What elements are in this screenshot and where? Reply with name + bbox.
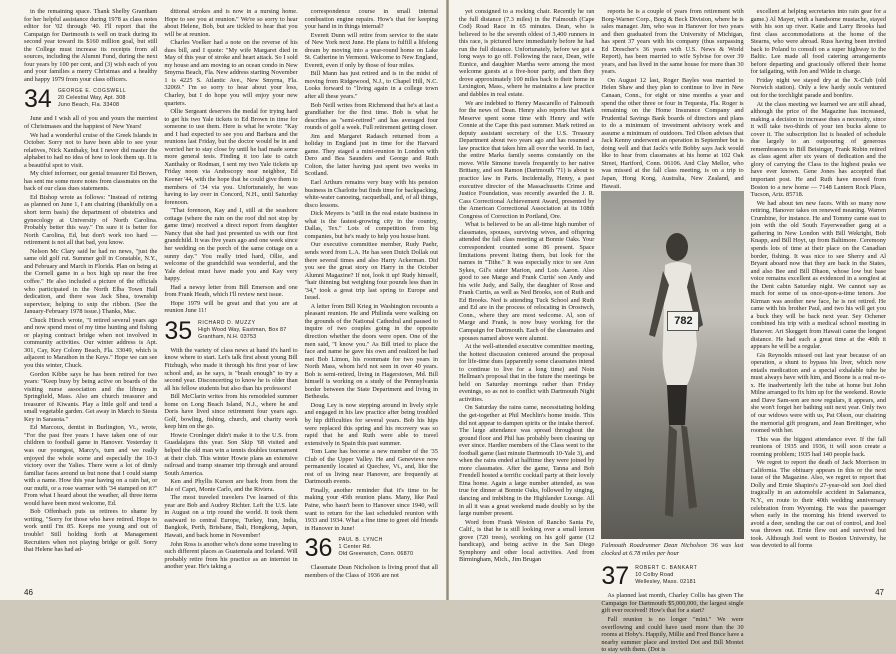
runner-photo	[601, 191, 743, 539]
paragraph: At the well-attended executive committee meeting, the hottest discussion centered around the proposal for life-time dues (apparently some classmates intend to continue to live for a long time) and Noin Hellman's proposal that in the future the meetings be held on Saturday mornings rather than Friday evenings, so as not to conflict with Dartmouth Night activities.	[459, 343, 595, 403]
paragraph: Ken and Phyllis Kurson are back from from the Isle of Capri, Monte Carlo, and the Riviera.	[164, 478, 298, 493]
page-number: 47	[875, 588, 884, 597]
paragraph: With the variety of class news at hand it's hard to know where to start. Let's talk first about young Bill Fitzhugh, who made it through his first year of law school and, as he says, is "brash enough" to try a second year. Disconcerting to know he is older than all his fellow students but also than his professors!	[164, 346, 298, 392]
address-line-1: 20 Celestial Way, Apt. 308	[57, 95, 126, 102]
paragraph: Howie Cronlnger didn't make it to the U.S. from Guadalajara this year. Son Skip '68 visited and helped the old man win a tennis doubles tournament at their club. This winter Howie plans an extensive railroad and tramp steamer trip through and around South America.	[164, 431, 298, 477]
address-line-1: 10 Colby Road	[635, 572, 674, 579]
class-year-number: 35	[164, 316, 193, 345]
paragraph: We had a wonderful cruise of the Greek Islands in October. Sorry not to have been able to see your relatives, Nick Xanthaky, but I never did master the alphabet to had no idea of how to look them up. It is a beautiful spot to visit.	[24, 131, 158, 169]
paragraph: Tom Lane has become a new member of the '35 Club of the Upper Valley. He and Genevieve now permanently located at Quechee, Vt., and, like the rest of us living near Hanover, are frequently at Dartmouth events.	[304, 448, 438, 486]
secretary-name: PAUL B. LYNCH	[338, 537, 383, 544]
class-secretary-address	[338, 537, 413, 558]
class-heading-36	[304, 534, 438, 563]
class-secretary-address	[198, 320, 286, 341]
page-number: 46	[24, 588, 33, 597]
paragraph: On August 12 last, Roger Bayles was married to Helen Shaw and they plan to continue to live in New Canaan, Conn., for eight or nine months a year and spend the other three or four in Tequesta, Fla. Roger is remaining on the Home Insurance Company and Prudential Savings Bank boards of directors and plans to do a minimum of investment advisory work and assume a minimum of outdoors. Ted Olson advises that Jack Kenny underwent an operation in September but is doing well and that Jack's wife Bobby says Jack would like to hear from classmates at his home at 102 Oak Street, Hartford, Conn. 06106. And Clay Mellor, who was missed at the fall class meeting, is on a trip to Japan, Hong Kong, Australia, New Zealand, and Hawaii.	[601, 76, 744, 190]
paragraph: excellent at helping secretaries into rain gear for a game.) Al Mayer, with a handsome mustache, stayed with his son up river. Katie and Larry Brooks had first class accommodations at the home of the Stearns, who were abroad. Russ having been invited back to Poland to consult on a super highway to the Baltic. Lee made all food catering arrangements before departing and graciously offered their home for tailgating, with Jon and Wilde in charge.	[750, 8, 886, 76]
address-line-2: Old Greenwich, Conn. 06870	[338, 551, 414, 558]
paragraph: A letter from Bill Krieg in Washington recounts a pleasant reunion. He and Philinda were walking on the grounds of the National Cathedral and paused to inquire of two couples going in the opposite direction whether the doors were open. One of the men said, "I know you." As Bill tried to place the face and name he gave his own and realized he had met Bob Limon, his roommate for two years in North Mass, whom he'd not seen in over 40 years. Bob is semi-retired, living in Hagerstown, Md. Bill himself is working on a study of the Pennsylvania border between the State Department and living in Bethesda.	[304, 302, 438, 401]
paragraph: Fall reunion is no longer "mini." We were overflowing and could have used more than the 30 rooms at Hoby's. Happily, Millie and Fred Bunce have a nearby summer place and invited Dot and Bill Montei to stay with them. (Dot is	[601, 615, 744, 654]
paragraph: Word from Frank Weston of Rancho Santa Fe, Calif., is that he is still looking over a small lemon grove (720 trees), working on his golf game (12 handicap), and being active in the San Diego Symphony and other local activities. And from Birmingham, Mich., Jim Brugan	[459, 518, 595, 564]
paragraph: We had about ten new faces. With so many now retiring, Hanover takes on renewed meaning. Warren Crumbine, for instance. He and Tommy came east to join with the old South Fayerweather gang at a gathering in New London with Bill Wekright, Bob Knapp, and Bill Hoyt, up from Baltimore. Ceremony spends lots of time at their place on the Canadian border, fishing. It was nice to see Sherry and Al Bryant aboard now that they are back in the States, and also Bee and Bill Dhaon, whose low but base voice remains excellent as evidenced in a songfest at the Dent cabin Saturday night. We cannot say as much for some of us once-upon-a-time tenors. Joe Kirman was another new face, he is not retired. He came with his brother Paul, and two his will get you a buck they will be back next year. Sey Ochener combined his trip with a medical school meeting in Hanover. Art Skeggett from Hawaii came the longest distance. He had such a great time at the 40th it appears he will be a regular.	[750, 199, 886, 351]
paragraph: This was the biggest attendance ever. If the fall reunions of 1935 and 1936, it will soon create a rooming problem; 1935 had 140 people back.	[750, 435, 886, 458]
runner-figure	[641, 225, 705, 525]
paragraph: Ed Bishop wrote as follows: "Instead of retiring as planned on June 1, I am chairing (thankfully on a short term basis) the department of obstetrics and gynecology at University of North Carolina. Probably better this way." I'm sure it is better for North Carolina, Ed, but don't work too hard — retirement is not all that bad, you know.	[24, 193, 158, 247]
paragraph: What is believed to be an all-time high number of classmates, spouses, surviving wives, and offspring attended the fall class meeting at Bonnie Oaks. Your correspondent counted some 86 present. Space limitations prevent listing them, but look for the names in "Tithe." It was especially nice to see Ann Sykes, Gil's sister Marion, and Lois Aaron. Also good to see Marge and Frank Curtis' son Andy and his wife Judy, and Sally, the daughter of Rose and Frank Curtis, as well as Ned Brooks, son of Ruth and Ed Brooks. Ned is attending Tuck School and Ruth and Ed are in the process of relocating in Orostwch, Conn., where they are most welcome. Al, son of Marge and Frank, is now busy working for the Campaign for Dartmouth. Each of the classmates and spouses named above were alumni.	[459, 221, 595, 342]
paragraph: correspondence course in small internal combustion engine repairs. How's that for keeping your hand in in things internal?	[304, 8, 438, 31]
paragraph: "That forenoon, Kay and I, still at the seashore cottage (where the rain on the roof did not stop by game time) received a direct report from daughter Nancy that she had just presented us with our first grandchild. It was five years ago and one week since her wedding on the porch of the same cottage on a sunny day." You really tried hard, Ollie, and welcome of the grandchild was wonderful, and the Yale defeat must have made you and Kay very happy.	[164, 207, 298, 283]
address-line-1: 1 Center Rd.	[338, 544, 372, 551]
paragraph: June and I wish all of you and yours the merriest of Christmases and the happiest of New Years!	[24, 115, 158, 131]
class-heading-35	[164, 316, 297, 345]
paragraph: Nelson Mc Clary said he had no news, "just the same old golf rut. Summer golf in Constable, N.Y., and February and March in Florida. Plan on being at the Cornell game in a box high up near the free coffee." He also included a picture of the officials who participated in the North Elba Town Hall dedication, and there was Jack Shea, township supervisor, helping to snip the ribbon. (See the January-February 1978 issue.) Thanks, Mac.	[24, 247, 158, 316]
right-column-1	[459, 8, 594, 590]
paragraph: As planned last month, Charley Collis has given The Campaign for Dartmouth $5,000,000, the largest single gift ever received! How's that for a start?	[601, 592, 744, 615]
paragraph: reports he is a couple of years from retirement with Borg-Warner Corp., Borg & Beck Division, where he is sales manager. Jim, who was in Hanover for two years and then graduated from the University of Michigan, has spent 37 years with his company (thus surpassing Ed Drescher's 36 years with U.S. News & World Report), has been married to wife Sylvise for over 39 years, and has lived in the same house for more than 30 years.	[601, 8, 744, 76]
secretary-name: GEORGE E. COGSWELL	[57, 88, 127, 95]
right-column-2	[601, 8, 744, 654]
class-secretary-address	[58, 88, 127, 109]
secretary-name: RICHARD D. MUZZY	[198, 319, 256, 326]
paragraph: Friday night we stayed dry at the X-Club (old Norwich station). Only a few hardy souls ventured out for the torchlight parade and bonfire.	[750, 76, 886, 100]
address-line-2: Grantham, N.H. 03753	[198, 333, 257, 340]
paragraph: The most traveled travelers I've learned of this year are Bob and Audrey Richter. Left the U.S. late in August on a trip round the world. It took them eastward to central Europe, Turkey, Iran, India, Bangkok, Perth, Brisbane, Bali, Hongkong, Japan, Hawaii, and back home in November!	[164, 494, 298, 539]
paragraph: in the remaining space. Thank Shelby Grantham for her helpful assistance during 1978 as class notes editor for '02 through '40. I'll report that the Campaign for Dartmouth is well on track during its second year toward its $160 million goal, but still the College must increase its receipts from all sources, including the Alumni Fund, during the next four years by 100 per cent, and (3) wish each of you and your families a merry Christmas and a healthy and happy 1979 from your class officers.	[24, 8, 158, 83]
left-page-columns	[24, 8, 438, 590]
class-year-number: 37	[601, 562, 630, 591]
paragraph: Dick Meyers is "still in the real estate business in what is the fastest-growing city in the country, Dallas, Tex." Lots of competition from big companies, but he's ready to help you house hunt.	[304, 210, 438, 240]
address-line-1: High Wood Way, Eastman, Box 87	[198, 326, 287, 333]
paragraph: Gordon Kibbe says he has been retired for two years: "Keep busy by being active on boards of the visiting nurse association and the library in Springfield, Mass. Also am church treasurer and treasurer of Kiwanis. Play a little golf and tend a small vegetable garden. Get away in March to Siesta Key in Sarasota."	[24, 370, 158, 423]
paragraph: Hope 1979 will be great and that you are at reunion June 11!	[164, 299, 298, 315]
class-secretary-address	[635, 565, 697, 586]
paragraph: Had a newsy letter from Bill Emerson and one from Frank Heath, which I'll review next issue.	[164, 283, 298, 299]
photo-caption: Falmouth Roadrunner Dean Nicholson '36 was last clocked at 6.78 miles per hour	[601, 542, 744, 557]
paragraph: Charles Voelker had a note on the reverse of his dues bill, and I quote: "My wife Margaret died in May of this year of stroke and heart attack. So I sold my house and am moving to an ocean condo in New Smyrna Beach, Fla. New address starting November 1 is 4225 S. Atlantic Ave., New Smyrna, Fla. 32069." I'm so sorry to hear about your loss, Charley, but I do hope you will enjoy your new quarters.	[164, 39, 298, 107]
paragraph: Chuck Hirsch wrote, "I retired several years ago and now spend most of my time hunting and fishing or playing contract bridge when not involved in community activities. Our winter address is Apt. 301, Cay, Key Colony Beach, Fla. 33049, which is adjacent to Marathon in the Keys." Hope we can see you this winter, Chuck.	[24, 316, 158, 369]
secretary-name: ROBERT C. BANKART	[635, 565, 698, 572]
paragraph: On Saturday the rains came, necessitating holding the get-together at Phil Mechlin's home inside. This did not appear to dampen spirits or the intake thereof. The large attendance was spread throughout the ground floor and Phil has probably been cleaning up ever since. Hardier members of the Class went to the football game (last minute Dartmouth 10-Yale 3), and when the rains ended at halftime they were joined by more classmates. After the game, Tanna and Bob Frendell hosted a terrific cocktail party at their lovely Etna home. Again a large number attended, as was true for dinner at Bonnie Oaks, followed by singing, dancing and imbibing in the Highlander Lounge. All in all it was a great weekend made doubly so by the large number present.	[459, 404, 595, 518]
class-heading-37	[601, 562, 743, 591]
paragraph: Ollie Sergeant deserves the medal for trying hard to get his two Yale tickets to Ed Brown in time for someone to use them. Here is what he wrote: "Kay and I had expected to see you and Barbara and the reunions last Friday, but the doctor would be in and worried her to stay close by until he had made some more general tests. Finding it too late to catch Xanthaky or Rodman, I sent my two Yale tickets up Friday noon via Andoscopy near neighbor, Ed Keener '44, with the hope that he could give them to members of '34 via you. Unfortunately, he was having to lay over in Concord, N.H., until Saturday forenoon.	[164, 108, 298, 206]
class-heading-34	[24, 85, 157, 114]
address-line-2: Juno Beach, Fla. 33408	[57, 102, 120, 109]
left-column-3	[305, 8, 438, 590]
paragraph: Ed Marcoux, dentist in Burlington, Vt., wrote, "For the past five years I have taken one of our children to football game in Hanover. Yesterday it was our youngest, Marcy's, turn and we really enjoyed the whole scene and especially the 10-3 victory over the Yalies. There were a lot of dimly familiar faces around us but none that I could stamp with a name. How this year having on a rain hat, or our mufti, or a rose warmer with '34 stamped on it?" From what I heard about the weather, all three items would have been most welcome, Ed.	[24, 424, 158, 507]
paragraph: We regret to report the death of Jack Morrison in California. The obituary appears in this or the next issue of the Magazine. Also, we regret to report that Dolly and Ernie Shapiro's 27-year-old son Joel died tragically in an automobile accident in Salamanca, N.Y., en route to their 40th wedding anniversary celebration from Wyoming. He was the passenger when early in the morning his friend swerved to avoid a deer, sending the car out of control, and Joel was thrown out. Ernie flew out and survived but took. Although Joel went to Boston University, he was devoted to all forms	[750, 459, 886, 550]
paragraph: Bob Offenbach puts us retirees to shame by writing, "Sorry for those who have retired. Hope to work until I'm 85. Keeps me young and out of trouble! Still holding forth at Management Recruiters when not playing bridge or golf. Sorry that Helene has had ad-	[24, 508, 158, 554]
left-column-1	[24, 8, 157, 590]
paragraph: John Ross is another who's done some traveling to such different places as Guatemala and Iceland. Will probably retire from his practice as an internist in another year. He's taking a	[164, 540, 298, 571]
paragraph: Classmate Dean Nicholson is living proof that all members of the Class of 1936 are not	[304, 564, 438, 579]
paragraph: ditional strokes and is now in a nursing home. Hope to see you at reunion." We're so sorry to hear about Helene, Bob, but are tickled to hear that you will be at reunion.	[164, 8, 298, 38]
paragraph: At the class meeting we learned we are still ahead, although the price of the Magazine has increased, making a decision to increase dues a necessity, since it will take two-thirds of your ten bucks alone to cover it. The subscription list is headed of schedule due largely to an outpouring of generous remembrances to Bill Beisinger, Frank Rubin retired as class agent after six years of dedication and the glory of carrying the Class to the highest peaks we have ever known. Gene Jones has accepted that important post. He and Ruth have moved from Boston to a new home — 7148 Lantern Rock Place, Tucson, Ariz. 85718.	[750, 100, 886, 199]
paragraph: Doug Ley is now stepping around in lively style and engaged in his law practice after being troubled by hip difficulties for several years. Bob his hips were replaced this spring and his recovery was so rapid that he and Ruth were able to travel extensively in Spain this past summer.	[304, 401, 438, 447]
paragraph: Our executive committee member, Rudy Paehr, sends word from L.A. He has seen Dutch Dollak out there several times and also Harry Ackerman. Did you see the great story on Harry in the October Alumni Magazine? If not, look it up! Rudy himself, "hair thinning but weighing four pounds less than in '34," took a great trip last spring to Europe and Israel.	[304, 241, 438, 302]
paragraph: Bob Neill writes from Richmond that he's at last a grandfather for the first time. Bob is what he describes as "semi-retired" and has averaged four rounds of golf a week. Full retirement getting closer.	[304, 101, 438, 132]
paragraph: Everett Dunn will retire from service to the state of New York next June. He plans to fulfill a lifelong dream by moving into a year-round home on Lake St. Catherine in Vermont. Welcome to New England, Everett, even if only by those of four miles.	[304, 31, 438, 69]
paragraph: Bill McClarin writes from his remodeled summer home on Long Beach Island, N.J., where he and Doris have lived since retirement four years ago. Golf, bowling, fishing, church, and charity work keep him on the go.	[164, 393, 298, 431]
class-year-number: 36	[304, 534, 333, 563]
paragraph: Jim and Margaret Radasch returned from a holiday in England just in time for the Harvard game. They staged a mini-reunion in London with Dero and Bea Saunders and George and Ruth Colton, the latter having just spent two weeks in Scotland.	[304, 132, 438, 178]
paragraph: We are indebted to Henry Mascarello of Falmouth for the news of Dean. Henry also reports that Mark Meserve spent some time with Henry and wife Connie at the Cape this past summer. Mark retired as deputy assistant secretary of the U.S. Treasury Department about two years ago and has resumed a law practice that takes him all over the world. In fact, the entire Marks family seems constantly on the move. Wife Simone travels frequently to her native Brittany, and son Ramon (Dartmouth '71) is about to practice law in Paris. Incidentally, Henry, a past executive director of the Massachusetts Crime and Justice Foundation, was recently awarded the J. R. Cass Correctional Achievement Award, presented by the American Correctional Association at its 108th Congress of Correction in Portland, Ore.	[459, 99, 595, 220]
paragraph: Bill Mann has just retired and is in the midst of moving from Ridgewood, N.J., to Chapel Hill, N.C. Looks forward to "living again in a college town after all these years."	[304, 70, 438, 101]
address-line-2: Wellesley, Mass. 02181	[635, 579, 697, 586]
paragraph: yet consigned to a rocking chair. Recently he ran the full distance (7.3 miles) in the Falmouth (Cape Cod) Road Race in 65 minutes. Dean, who is believed to be the seventh oldest of 3,400 runners in this race, is pictured here immediately before he had run the full distance. Unfortunately, before we got a long ways to go off. Following the race, Dean, wife Eunice, and daughter Martha were among the most welcome guests at a five-hour party, and then they drove approximately 100 miles back to their home in Lexington, Mass., where he maintains a law practice and dabbles in real estate.	[459, 8, 595, 99]
race-bib-number: 782	[667, 311, 699, 331]
paragraph: Earl Arthurs remains very busy with his pension business in Charlotte but finds time for backpacking, white-water canoeing, racquetball, and, of all things, disco lessons.	[304, 179, 438, 209]
right-column-3	[751, 8, 886, 590]
left-page	[0, 0, 446, 600]
paragraph: Finally, another reminder that it's time to be making your 45th reunion plans. Many, like Paul Paine, who hasn't been to Hanover since 1940, will want to return for the last scheduled reunion with 1933 and 1934. What a fine time to greet old friends in Hanover in June!	[304, 486, 438, 532]
right-page	[449, 0, 896, 654]
paragraph: My chief informer, our genial treasurer Ed Brown, has sent me some more notes from classmates on the back of our class dues statements.	[24, 170, 158, 193]
left-column-2	[164, 8, 297, 590]
class-year-number: 34	[24, 85, 52, 114]
paragraph: Gis Reynolds missed out last year because of an operation, a shunt to bypass his liver, which now entails medication and a special exhalable tube he must always have with him, and Boone is a real m-o-x. He inadvertently left the tube at home but John Milne arranged to fix him up for the weekend. Rowie and Dave Sam-son are now regulars, it appears, and she won't forget her bathing suit next year. Only two of our widows were with us, Pat Olson, our chairing the memorial gift program, and Jean Breitinger, who roomed with her.	[750, 351, 886, 435]
